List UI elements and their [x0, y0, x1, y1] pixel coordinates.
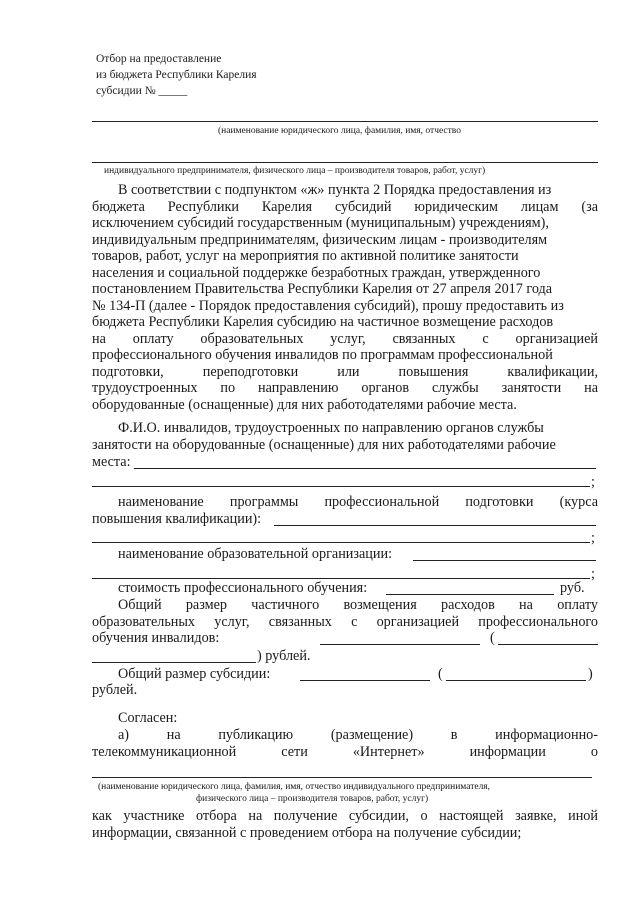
- p1-line-11: профессионального обучения инвалидов по программам профессиональной: [92, 347, 553, 363]
- program-label-2: повышения квалификации):: [92, 511, 262, 527]
- reimb-words-line-2: [92, 662, 256, 663]
- p1-line-10: на оплату образовательных услуг, связанных с организацией: [92, 331, 598, 347]
- cost-unit: руб.: [560, 580, 585, 596]
- subsidy-amount-line: [300, 680, 430, 681]
- p2-line-3: места:: [92, 454, 131, 470]
- item-a-line-1: а) на публикацию (размещение) в информационно-: [118, 727, 598, 743]
- semicolon-3: ;: [591, 566, 595, 582]
- p1-line-7: постановлением Правительства Республики Карелия от 27 апреля 2017 года: [92, 281, 553, 297]
- caption-applicant-2: индивидуального предпринимателя, физического лица – производителя товаров, работ, услуг): [104, 166, 486, 176]
- closing-line-1: как участнике отбора на получение субсидии, о настоящей заявке, иной: [92, 808, 598, 824]
- semicolon-1: ;: [591, 474, 595, 490]
- p1-line-14: оборудованные (оснащенные) для них работодателями рабочие места.: [92, 397, 517, 413]
- org-input-line: [413, 560, 596, 561]
- p1-line-6: населения и социальной поддержке безработных граждан, утвержденного: [92, 265, 541, 281]
- p1-line-12: подготовки, переподготовки или повышения квалификации,: [92, 364, 598, 380]
- fio-input-line: [134, 468, 596, 469]
- p1-line-5: товаров, работ, услуг на мероприятия по активной политике занятости: [92, 248, 519, 264]
- org-label: наименование образовательной организации:: [118, 546, 393, 562]
- caption-applicant-1: (наименование юридического лица, фамилия, имя, отчество: [218, 126, 461, 136]
- header-line-3: субсидии № _____: [96, 85, 188, 97]
- subsidy-close-paren: ): [588, 666, 593, 682]
- p1-line-3: исключением субсидий государственным (муниципальным) учреждениям),: [92, 215, 549, 231]
- rubles-label: рублей.: [92, 682, 138, 698]
- cost-label: стоимость профессионального обучения:: [118, 580, 368, 596]
- reimb-line-3: обучения инвалидов:: [92, 630, 220, 646]
- subsidy-label: Общий размер субсидии:: [118, 666, 271, 682]
- rubles-close: ) рублей.: [257, 648, 311, 664]
- program-input-line-2: [92, 542, 590, 543]
- reimb-open-paren: (: [490, 630, 495, 646]
- subsidy-words-line: [446, 680, 586, 681]
- semicolon-2: ;: [591, 530, 595, 546]
- reimb-line-1: Общий размер частичного возмещения расходов на оплату: [118, 597, 598, 613]
- p1-line-9: бюджета Республики Карелия субсидию на частичное возмещение расходов: [92, 314, 554, 330]
- caption-publication-1: (наименование юридического лица, фамилия, имя, отчество индивидуального предпринимателя,: [98, 782, 491, 792]
- p2-line-1: Ф.И.О. инвалидов, трудоустроенных по направлению органов службы: [118, 420, 544, 436]
- subsidy-open-paren: (: [438, 666, 443, 682]
- p1-line-8: № 134-П (далее - Порядок предоставления субсидий), прошу предоставить из: [92, 298, 564, 314]
- applicant-name-line-2: [92, 162, 598, 163]
- header-line-2: из бюджета Республики Карелия: [96, 69, 257, 81]
- item-a-line-2: телекоммуникационной сети «Интернет» информации о: [92, 744, 598, 760]
- caption-publication-2: физического лица – производителя товаров, работ, услуг): [196, 794, 429, 804]
- reimb-amount-line: [320, 644, 480, 645]
- p1-line-13: трудоустроенных по направлению органов службы занятости на: [92, 380, 598, 396]
- org-input-line-2: [92, 578, 590, 579]
- publication-input-line: [92, 777, 592, 778]
- p1-line-2: бюджета Республики Карелия субсидий юридическим лицам (за: [92, 199, 598, 215]
- fio-input-line-2: [92, 486, 590, 487]
- p1-line-4: индивидуальным предпринимателям, физическим лицам - производителям: [92, 232, 548, 248]
- applicant-name-line: [92, 121, 598, 122]
- header-line-1: Отбор на предоставление: [96, 53, 222, 65]
- program-input-line: [274, 525, 596, 526]
- p2-line-2: занятости на оборудованные (оснащенные) для них работодателями рабочие: [92, 437, 556, 453]
- closing-line-2: информации, связанной с проведением отбора на получение субсидии;: [92, 825, 522, 841]
- p1-line-1: В соответствии с подпунктом «ж» пункта 2 Порядка предоставления из: [118, 182, 552, 198]
- cost-input-line: [386, 594, 554, 595]
- reimb-line-2: образовательных услуг, связанных с организацией профессионального: [92, 614, 598, 630]
- agree-label: Согласен:: [118, 710, 178, 726]
- program-label-1: наименование программы профессиональной подготовки (курса: [118, 494, 598, 510]
- reimb-words-line: [498, 644, 598, 645]
